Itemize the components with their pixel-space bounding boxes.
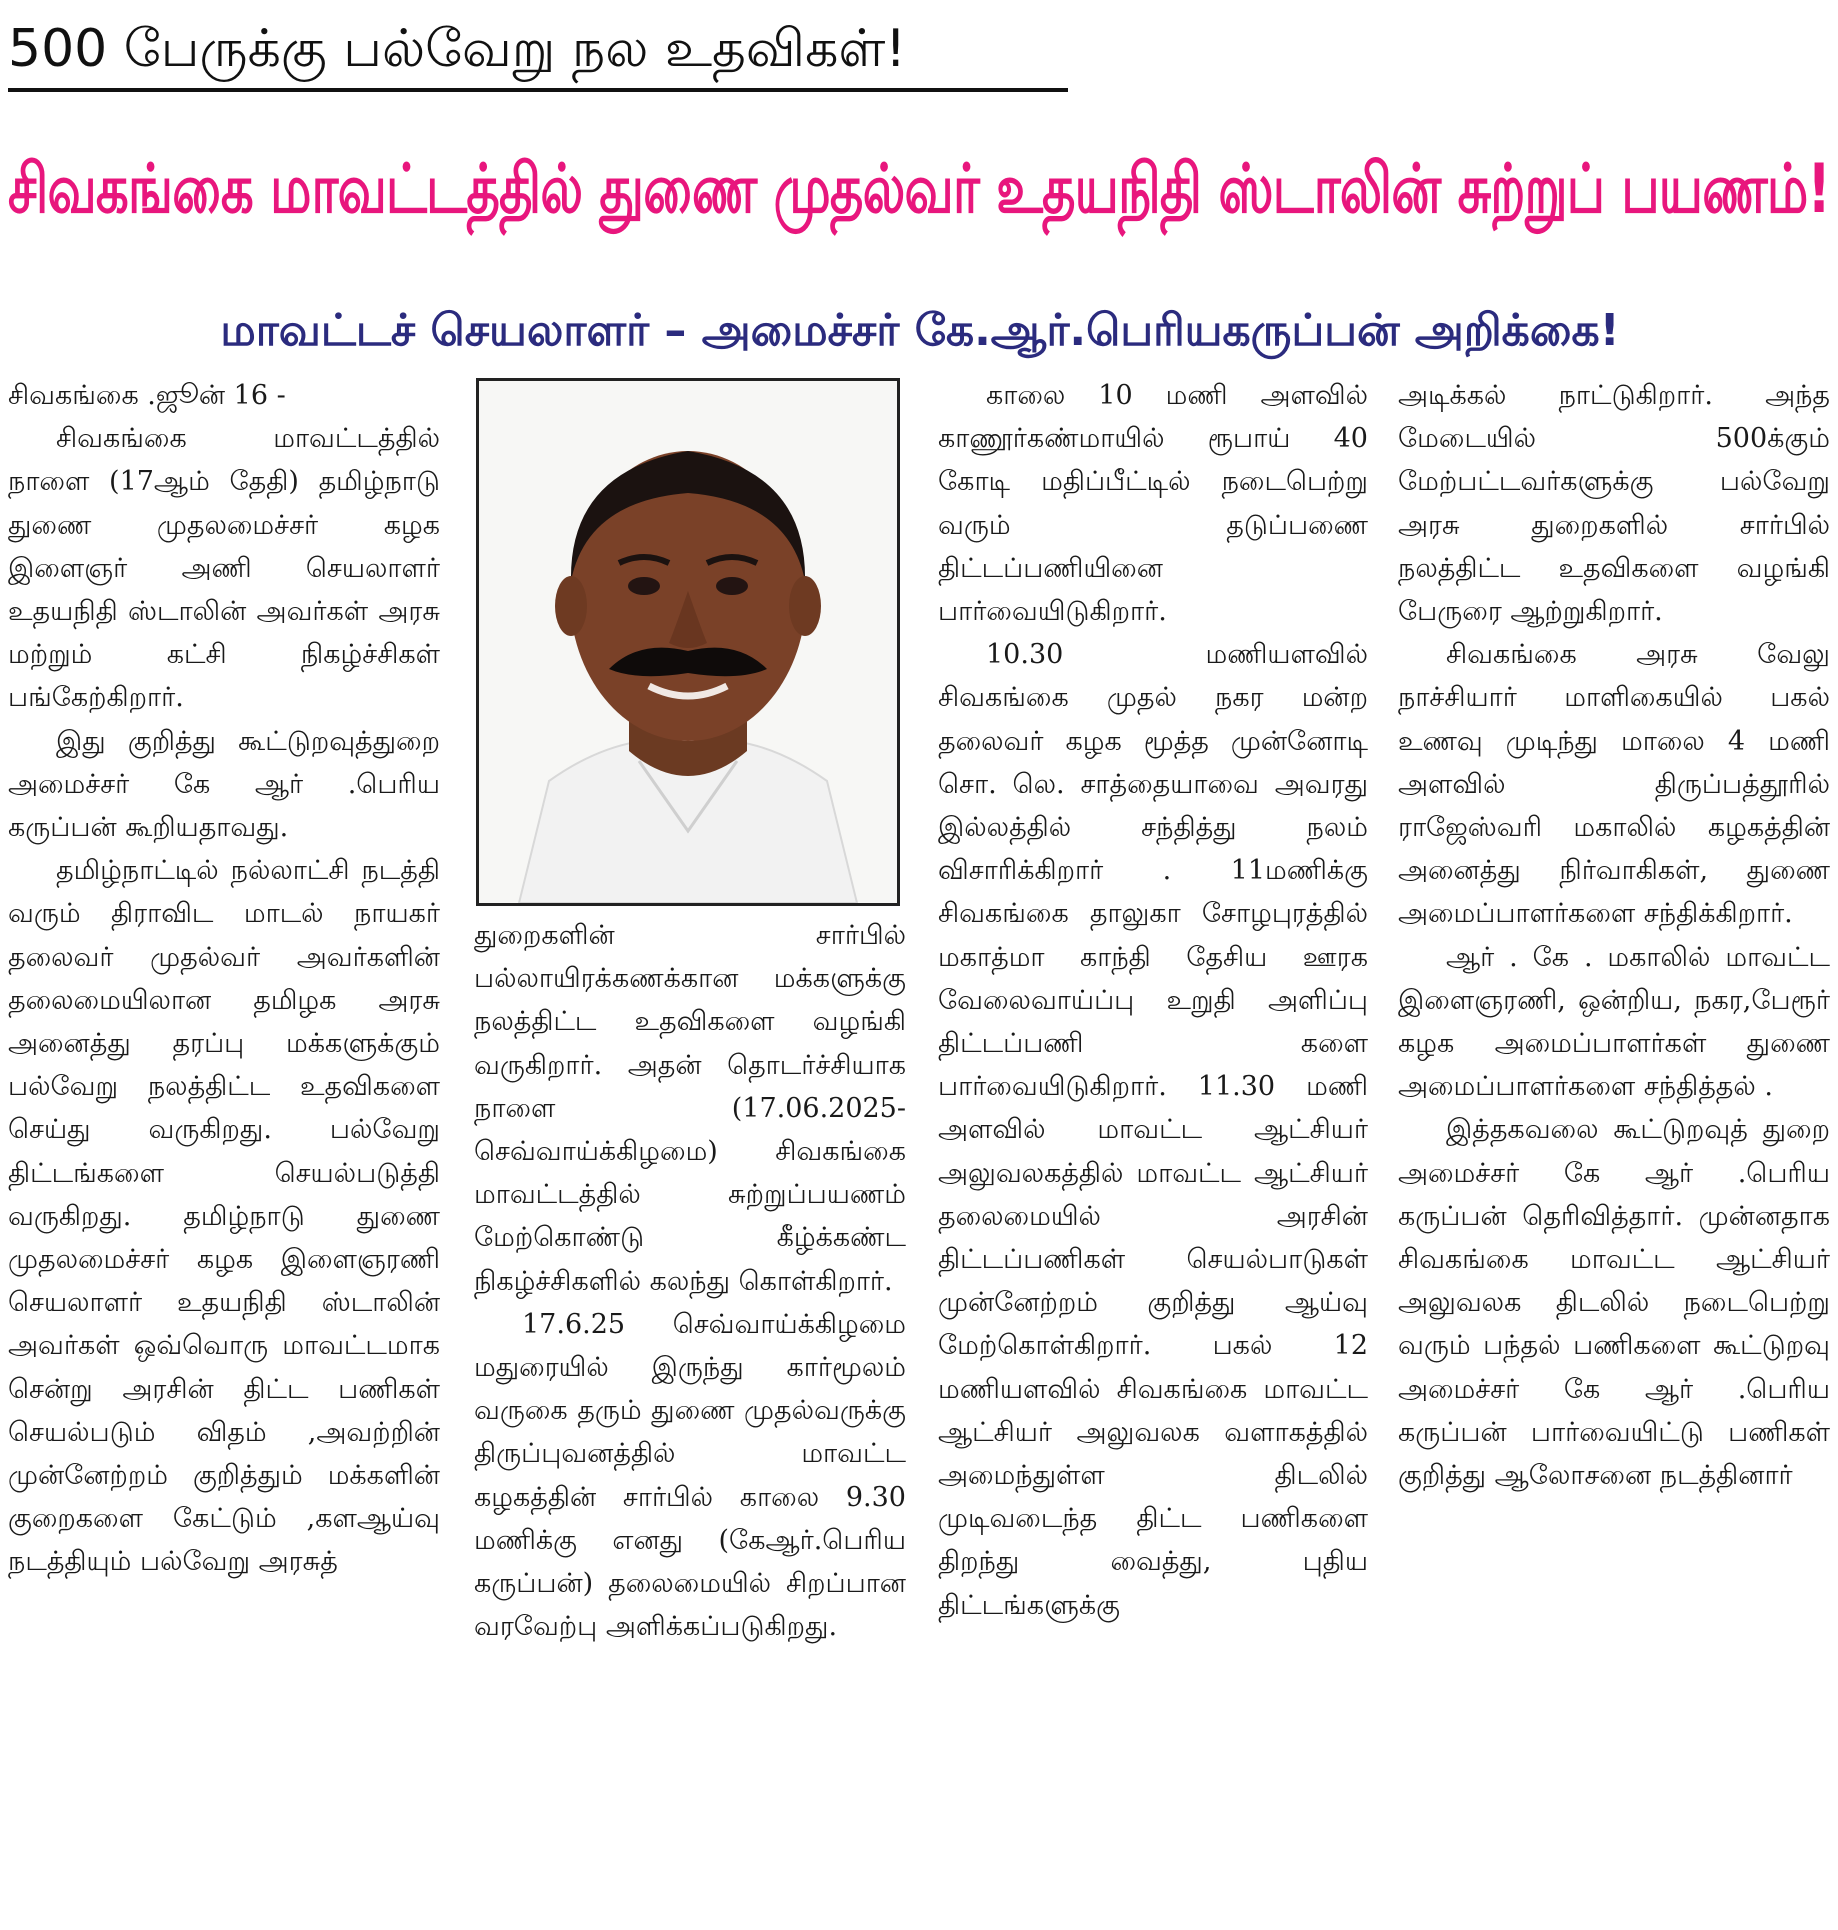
paragraph: இத்தகவலை கூட்டுறவுத் துறை அமைச்சர் கே ஆர் .பெரிய கருப்பன் தெரிவித்தார். முன்னதாக சிவகங்கை மாவட்ட ஆட்சியர் அலுவலக திடலில் நடைபெற்று வரும் பந்தல் பணிகளை கூட்டுறவு அமைச்சர் கே ஆர் .பெரிய கருப்பன் பார்வையிட்டு பணிகள் குறித்து ஆலோசனை நடத்தினார் [1398,1114,1830,1492]
paragraph: ஆர் . கே . மகாலில் மாவட்ட இளைஞரணி, ஒன்றிய, நகர,பேரூர் கழக அமைப்பாளர்கள் துணை அமைப்பாளர்களை சந்தித்தல் . [1398,941,1830,1103]
paragraph: 10.30 மணியளவில் சிவகங்கை முதல் நகர மன்ற தலைவர் கழக மூத்த முன்னோடி சொ. லெ. சாத்தையாவை அவரது இல்லத்தில் சந்தித்து நலம் விசாரிக்கிறார் . 11மணிக்கு சிவகங்கை தாலுகா சோழபுரத்தில் மகாத்மா காந்தி தேசிய ஊரக வேலைவாய்ப்பு உறுதி அளிப்பு திட்டப்பணி களை பார்வையிடுகிறார். 11.30 மணி அளவில் மாவட்ட ஆட்சியர் அலுவலகத்தில் மாவட்ட ஆட்சியர் தலைமையில் அரசின் திட்டப்பணிகள் செயல்பாடுகள் முன்னேற்றம் குறித்து ஆய்வு மேற்கொள்கிறார். பகல் 12 மணியளவில் சிவகங்கை மாவட்ட ஆட்சியர் அலுவலக வளாகத்தில் அமைந்துள்ள திடலில் முடிவடைந்த திட்ட பணிகளை திறந்து வைத்து, புதிய திட்டங்களுக்கு [938,639,1368,1621]
article-column-1 [8,374,440,1924]
paragraph: சிவகங்கை அரசு வேலு நாச்சியார் மாளிகையில் பகல் உணவு முடிந்து மாலை 4 மணி அளவில் திருப்பத்தூரில் ராஜேஸ்வரி மகாலில் கழகத்தின் அனைத்து நிர்வாகிகள், துணை அமைப்பாளர்களை சந்திக்கிறார். [1398,639,1830,930]
article-column-3 [938,374,1368,1924]
portrait-photo [476,378,900,906]
article-column-2 [474,914,906,1924]
article-column-4 [1398,374,1830,1924]
paragraph: தமிழ்நாட்டில் நல்லாட்சி நடத்தி வரும் திராவிட மாடல் நாயகர் தலைவர் முதல்வர் அவர்களின் தலைமையிலான தமிழக அரசு அனைத்து தரப்பு மக்களுக்கும் பல்வேறு நலத்திட்ட உதவிகளை செய்து வருகிறது. பல்வேறு திட்டங்களை செயல்படுத்தி வருகிறது. தமிழ்நாடு துணை முதலமைச்சர் கழக இளைஞரணி செயலாளர் உதயநிதி ஸ்டாலின் அவர்கள் ஒவ்வொரு மாவட்டமாக சென்று அரசின் திட்ட பணிகள் செயல்படும் விதம் ,அவற்றின் முன்னேற்றம் குறித்தும் மக்களின் குறைகளை கேட்டும் ,களஆய்வு நடத்தியும் பல்வேறு அரசுத் [8,855,440,1578]
paragraph: இது குறித்து கூட்டுறவுத்துறை அமைச்சர் கே ஆர் .பெரிய கருப்பன் கூறியதாவது. [8,725,440,844]
paragraph: சிவகங்கை மாவட்டத்தில் நாளை (17ஆம் தேதி) தமிழ்நாடு துணை முதலமைச்சர் கழக இளைஞர் அணி செயலாளர் உதயநிதி ஸ்டாலின் அவர்கள் அரசு மற்றும் கட்சி நிகழ்ச்சிகள் பங்கேற்கிறார். [8,423,440,714]
paragraph: காலை 10 மணி அளவில் காணூர்கண்மாயில் ரூபாய் 40 கோடி மதிப்பீட்டில் நடைபெற்று வரும் தடுப்பணை திட்டப்பணியினை பார்வையிடுகிறார். [938,380,1368,628]
dateline: சிவகங்கை .ஜூன் 16 - [8,380,286,411]
paragraph: 17.6.25 செவ்வாய்க்கிழமை மதுரையில் இருந்து கார்மூலம் வருகை தரும் துணை முதல்வருக்கு திருப்புவனத்தில் மாவட்ட கழகத்தின் சார்பில் காலை 9.30 மணிக்கு எனது (கேஆர்.பெரிய கருப்பன்) தலைமையில் சிறப்பான வரவேற்பு அளிக்கப்படுகிறது. [474,1308,906,1643]
main-headline: சிவகங்கை மாவட்டத்தில் துணை முதல்வர் உதயநிதி ஸ்டாலின் சுற்றுப் பயணம்! [8,150,1830,229]
portrait-icon [479,381,897,903]
sub-headline: மாவட்டச் செயலாளர் – அமைச்சர் கே.ஆர்.பெரியகருப்பன் அறிக்கை! [220,305,1620,356]
paragraph: துறைகளின் சார்பில் பல்லாயிரக்கணக்கான மக்களுக்கு நலத்திட்ட உதவிகளை வழங்கி வருகிறார். அதன் தொடர்ச்சியாக நாளை (17.06.2025- செவ்வாய்க்கிழமை) சிவகங்கை மாவட்டத்தில் சுற்றுப்பயணம் மேற்கொண்டு கீழ்க்கண்ட நிகழ்ச்சிகளில் கலந்து கொள்கிறார். [474,920,906,1297]
paragraph: அடிக்கல் நாட்டுகிறார். அந்த மேடையில் 500க்கும் மேற்பட்டவர்களுக்கு பல்வேறு அரசு துறைகளில் சார்பில் நலத்திட்ட உதவிகளை வழங்கி பேருரை ஆற்றுகிறார். [1398,380,1830,628]
kicker-headline: 500 பேருக்கு பல்வேறு நல உதவிகள்! [8,14,1068,92]
